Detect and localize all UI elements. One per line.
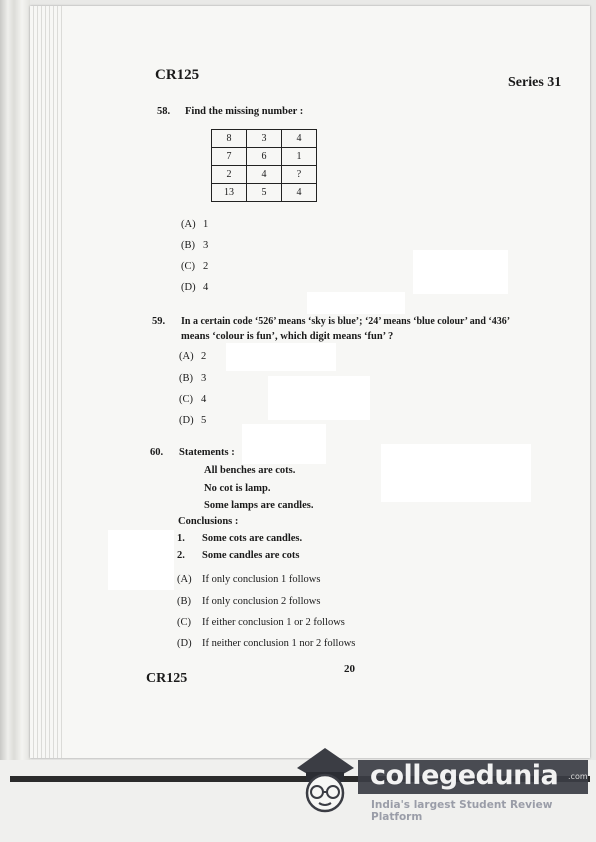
option-a: (A) 1 (181, 219, 209, 230)
brand-name: collegedunia (370, 760, 559, 791)
question-text: Find the missing number : (185, 106, 304, 117)
grid-cell: 8 (212, 130, 247, 148)
grid-cell: 6 (247, 148, 282, 166)
grid-cell: 7 (212, 148, 247, 166)
statement-2: No cot is lamp. (204, 483, 271, 494)
grid-cell: 4 (247, 166, 282, 184)
statements-label: Statements : (179, 447, 235, 458)
page-number: 20 (344, 663, 355, 675)
option-c: (C) If either conclusion 1 or 2 follows (177, 617, 345, 628)
option-b: (B) 3 (181, 240, 209, 251)
option-c: (C) 2 (181, 261, 209, 272)
redaction-patch (307, 292, 405, 314)
header-code: CR125 (155, 67, 200, 83)
option-d: (D) 5 (179, 415, 207, 426)
grid-cell: ? (282, 166, 317, 184)
statement-3: Some lamps are candles. (204, 500, 314, 511)
scan-edge (0, 0, 30, 842)
redaction-patch (268, 376, 370, 420)
question-number: 60. (150, 447, 164, 458)
grid-cell: 4 (282, 130, 317, 148)
grid-cell: 13 (212, 184, 247, 202)
grid-cell: 2 (212, 166, 247, 184)
number-grid (211, 129, 317, 202)
footer-code: CR125 (146, 671, 188, 686)
question-number: 59. (152, 316, 166, 327)
conclusion-1: 1. Some cots are candles. (177, 533, 303, 544)
question-text-line2: means ‘colour is fun’, which digit means ‘fun’ ? (181, 331, 394, 342)
mascot-logo-icon (292, 738, 358, 828)
question-number: 58. (157, 106, 171, 117)
brand-tld: .com (568, 772, 588, 781)
conclusions-label: Conclusions : (178, 516, 239, 527)
option-c: (C) 4 (179, 394, 207, 405)
option-b: (B) If only conclusion 2 follows (177, 596, 321, 607)
grid-cell: 3 (247, 130, 282, 148)
grid-cell: 5 (247, 184, 282, 202)
option-a: (A) 2 (179, 351, 207, 362)
conclusion-2: 2. Some candles are cots (177, 550, 300, 561)
redaction-patch (242, 424, 326, 464)
question-text-line1: In a certain code ‘526’ means ‘sky is blue’; ‘24’ means ‘blue colour’ and ‘436’ (181, 316, 511, 327)
page-stack-edge (30, 6, 64, 758)
header-series: Series 31 (508, 75, 562, 90)
option-d: (D) If neither conclusion 1 nor 2 follows (177, 638, 356, 649)
option-a: (A) If only conclusion 1 follows (177, 574, 321, 585)
grid-cell: 1 (282, 148, 317, 166)
statement-1: All benches are cots. (204, 465, 296, 476)
option-b: (B) 3 (179, 373, 207, 384)
redaction-patch (381, 444, 531, 502)
grid-cell: 4 (282, 184, 317, 202)
brand-tagline: India's largest Student Review Platform (371, 799, 553, 823)
redaction-patch (413, 250, 508, 294)
option-d: (D) 4 (181, 282, 209, 293)
redaction-patch (108, 530, 174, 590)
redaction-patch (226, 343, 336, 371)
